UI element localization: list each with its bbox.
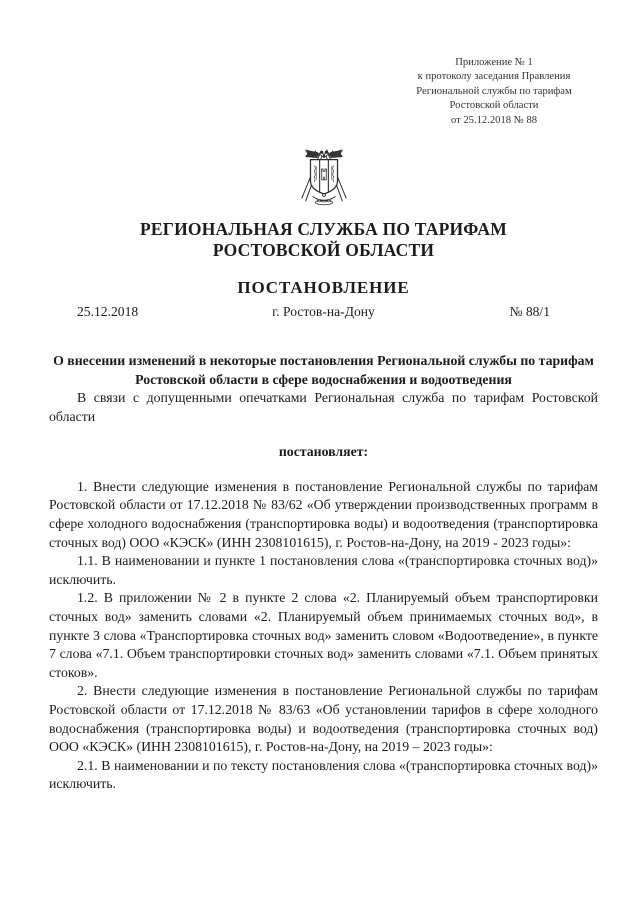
paragraph-item-1: 1. Внести следующие изменения в постановление Региональной службы по тарифам Ростовской области от 17.12.2018 № 83/62 «Об утверждении производственных программ в сфере холодного водоснабжения (транспортировка воды) и водоотведения (транспортировка сточных вод) ООО «КЭСК» (ИНН 2308101615), г. Ростов-на-Дону, на 2019 - 2023 годы»: bbox=[49, 478, 598, 550]
rostov-region-coat-of-arms-icon bbox=[291, 148, 357, 206]
annex-reference-block bbox=[390, 56, 598, 128]
paragraph-item-1-1: 1.1. В наименовании и пункте 1 постановления слова «(транспортировка сточных вод)» исключить. bbox=[49, 553, 598, 587]
annex-line: Региональной службы по тарифам bbox=[416, 85, 572, 97]
issuing-authority-line1: РЕГИОНАЛЬНАЯ СЛУЖБА ПО ТАРИФАМ bbox=[139, 219, 507, 240]
resolution-keyword: постановляет: bbox=[278, 444, 369, 460]
document-type-title: ПОСТАНОВЛЕНИЕ bbox=[237, 278, 410, 298]
annex-line: Ростовской области bbox=[449, 100, 539, 112]
issuing-authority-name bbox=[49, 219, 598, 261]
document-number: № 88/1 bbox=[509, 304, 550, 320]
paragraph-item-1-2: 1.2. В приложении № 2 в пункте 2 слова «2. Планируемый объем транспортировки сточных вод» заменить словами «2. Планируемый объем принимаемых сточных вод», в пункте 3 слова «Транспортировка сточных вод» заменить словом «Водоотведение», в пункте 7 слова «7.1. Объем транспортировки сточных вод» заменить словами «7.1. Объем принятых стоков». bbox=[49, 590, 598, 680]
issuing-authority-line2: РОСТОВСКОЙ ОБЛАСТИ bbox=[212, 240, 435, 261]
dateline bbox=[49, 304, 598, 320]
emblem-container bbox=[49, 148, 598, 206]
paragraph-item-2-1: 2.1. В наименовании и по тексту постановления слова «(транспортировка сточных вод)» исключить. bbox=[49, 757, 598, 792]
paragraph-item-2: 2. Внести следующие изменения в постановление Региональной службы по тарифам Ростовской области от 17.12.2018 № 83/63 «Об установлении тарифов в сфере холодного водоснабжения (транспортировка воды) и водоотведения (транспортировка сточных вод) ООО «КЭСК» (ИНН 2308101615), г. Ростов-на-Дону, на 2019 – 2023 годы»: bbox=[49, 683, 598, 755]
document-date: 25.12.2018 bbox=[77, 304, 139, 320]
preamble-paragraph: В связи с допущенными опечатками Региональная служба по тарифам Ростовской области bbox=[49, 390, 598, 424]
document-place: г. Ростов-на-Дону bbox=[272, 304, 375, 320]
document-subject: О внесении изменений в некоторые постановления Региональной службы по тарифам Ростовской области в сфере водоснабжения и водоотведения bbox=[53, 353, 594, 388]
annex-line: от 25.12.2018 № 88 bbox=[450, 114, 538, 126]
annex-line: Приложение № 1 bbox=[455, 57, 533, 68]
annex-line: к протоколу заседания Правления bbox=[417, 71, 571, 83]
